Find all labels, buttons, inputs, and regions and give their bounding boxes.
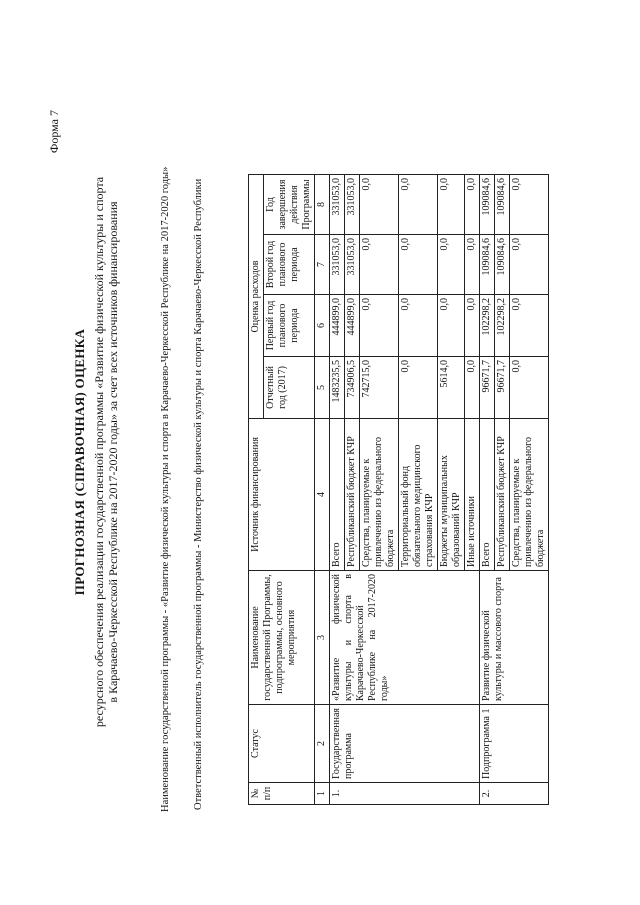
col-number: 7 (315, 234, 330, 294)
document-subtitle (92, 132, 120, 772)
row-name: Развитие физической культуры и массового спорта (480, 570, 549, 704)
table-row (480, 174, 495, 804)
header-num: № п/п (249, 783, 315, 805)
value-cell: 0,0 (399, 234, 438, 294)
value-cell: 102298,2 (480, 294, 495, 356)
value-cell: 0,0 (465, 174, 480, 234)
header-name: Наименование государственной Программы, подпрограммы, основного мероприятия (249, 570, 315, 704)
value-cell: 0,0 (510, 294, 549, 356)
value-cell: 0,0 (438, 294, 465, 356)
document-title: ПРОГНОЗНАЯ (СПРАВОЧНАЯ) ОЦЕНКА (72, 328, 87, 596)
value-cell: 109084,6 (495, 234, 510, 294)
value-cell: 734906,5 (345, 356, 360, 418)
form-label: Форма 7 (47, 110, 61, 154)
value-cell: 444899,0 (330, 294, 345, 356)
value-cell: 331053,0 (345, 174, 360, 234)
header-row (249, 174, 264, 804)
value-cell: 0,0 (399, 294, 438, 356)
col-number: 1 (315, 783, 330, 805)
program-name-line: Наименование государственной программы - «Развитие физической культуры и спорта в Карачаево-Черкесской Республике на 2017-2020 годы» (160, 166, 171, 812)
value-cell: 0,0 (510, 174, 549, 234)
value-cell: 0,0 (360, 234, 399, 294)
col-number: 3 (315, 570, 330, 704)
executor-line: Ответственный исполнитель государственной программы - Министерство физической культуры и спорта Карачаево-Черкесской Республики (193, 178, 204, 810)
value-cell: 0,0 (360, 294, 399, 356)
value-cell: 331053,0 (330, 234, 345, 294)
value-cell: 0,0 (510, 234, 549, 294)
funding-table (248, 174, 549, 805)
col-number: 8 (315, 174, 330, 234)
value-cell: 109084,6 (495, 174, 510, 234)
col-number: 2 (315, 704, 330, 782)
value-cell: 0,0 (360, 174, 399, 234)
value-cell: 109084,6 (480, 234, 495, 294)
value-cell: 0,0 (510, 356, 549, 418)
header-source: Источник финансирования (249, 418, 315, 570)
row-number: 1. (330, 783, 480, 805)
col-number: 6 (315, 294, 330, 356)
subtitle-line: ресурсного обеспечения реализации государственной программы «Развитие физической культуры и спорта (92, 176, 106, 728)
value-cell: 0,0 (399, 356, 438, 418)
source-label: Всего (480, 418, 495, 570)
value-cell: 96671,7 (495, 356, 510, 418)
value-cell: 102298,2 (495, 294, 510, 356)
value-cell: 96671,7 (480, 356, 495, 418)
source-label: Бюджеты муниципальных образований КЧР (438, 418, 465, 570)
value-cell: 109084,6 (480, 174, 495, 234)
value-cell: 331053,0 (345, 234, 360, 294)
source-label: Республиканский бюджет КЧР (345, 418, 360, 570)
source-label: Республиканский бюджет КЧР (495, 418, 510, 570)
rotated-page (20, 2, 620, 902)
row-name: «Развитие физической культуры и спорта в Карачаево-Черкесской Республике на 2017-2020 годы» (330, 570, 480, 704)
source-label: Иные источники (465, 418, 480, 570)
source-label: Средства, планируемые к привлечению из федерального бюджета (510, 418, 549, 570)
header-end-year: Год завершения действия Программы (264, 174, 315, 234)
subtitle-line: в Карачаево-Черкесской Республике на 2017-2020 годы» за счет всех источников финансирования (106, 201, 120, 703)
col-number: 5 (315, 356, 330, 418)
source-label: Средства, планируемые к привлечению из федерального бюджета (360, 418, 399, 570)
value-cell: 0,0 (465, 234, 480, 294)
row-status: Государственная программа (330, 704, 480, 782)
value-cell: 742715,0 (360, 356, 399, 418)
value-cell: 444899,0 (345, 294, 360, 356)
header-status: Статус (249, 704, 315, 782)
row-status: Подпрограмма 1 (480, 704, 549, 782)
value-cell: 0,0 (399, 174, 438, 234)
source-label: Территориальный фонд обязательного медицинского страхования КЧР (399, 418, 438, 570)
value-cell: 0,0 (438, 174, 465, 234)
header-plan-year-1: Первый год планового периода (264, 294, 315, 356)
header-plan-year-2: Второй год планового периода (264, 234, 315, 294)
value-cell: 0,0 (465, 294, 480, 356)
header-estimate: Оценка расходов (249, 174, 264, 418)
value-cell: 0,0 (438, 234, 465, 294)
column-number-row (315, 174, 330, 804)
header-year-2017: Отчетный год (2017) (264, 356, 315, 418)
value-cell: 1483235,5 (330, 356, 345, 418)
value-cell: 5614,0 (438, 356, 465, 418)
col-number: 4 (315, 418, 330, 570)
source-label: Всего (330, 418, 345, 570)
value-cell: 331053,0 (330, 174, 345, 234)
value-cell: 0,0 (465, 356, 480, 418)
table-row (330, 174, 345, 804)
row-number: 2. (480, 783, 549, 805)
